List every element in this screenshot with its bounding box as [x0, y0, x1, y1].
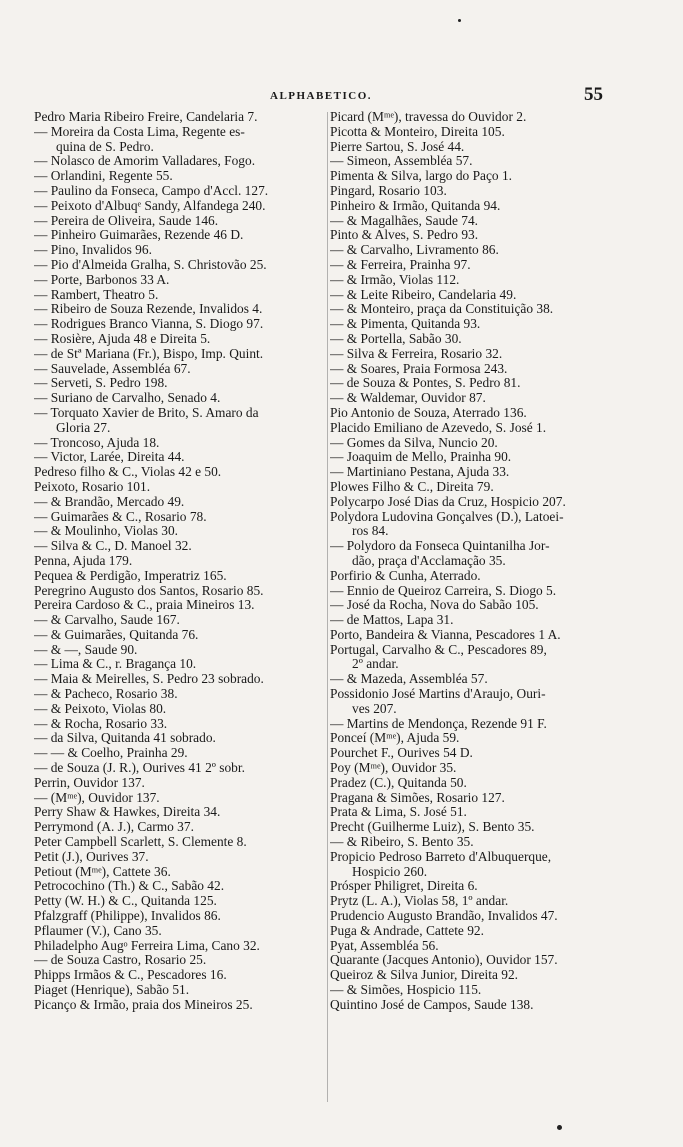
- directory-entry: Pequea & Perdigão, Imperatriz 165.: [34, 568, 227, 583]
- directory-entry: Piaget (Henrique), Sabão 51.: [34, 983, 190, 998]
- directory-entry: Pinto & Alves, S. Pedro 93.: [330, 228, 479, 243]
- directory-entry: — & Mazeda, Assembléa 57.: [330, 672, 488, 687]
- directory-entry: Precht (Guilherme Luiz), S. Bento 35.: [330, 820, 535, 835]
- directory-entry: — & Soares, Praia Formosa 243.: [330, 361, 508, 376]
- directory-entry: — & Waldemar, Ouvidor 87.: [330, 391, 486, 406]
- directory-entry: Placido Emiliano de Azevedo, S. José 1.: [330, 420, 547, 435]
- directory-entry: quina de S. Pedro.: [56, 139, 154, 154]
- directory-entry: Pimenta & Silva, largo do Paço 1.: [330, 169, 512, 184]
- page-number: 55: [584, 84, 603, 105]
- directory-entry: Pradez (C.), Quitanda 50.: [330, 775, 467, 790]
- directory-entry: Hospicio 260.: [352, 864, 428, 879]
- directory-entry: — Simeon, Assembléa 57.: [330, 154, 473, 169]
- directory-entry: — de Stª Mariana (Fr.), Bispo, Imp. Quint.: [34, 346, 264, 361]
- directory-entry: — & Irmão, Violas 112.: [330, 272, 460, 287]
- directory-entry: Pourchet F., Ourives 54 D.: [330, 746, 473, 761]
- directory-entry: — & —, Saude 90.: [34, 642, 138, 657]
- directory-entry: — Polydoro da Fonseca Quintanilha Jor-: [330, 539, 550, 554]
- directory-entry: Pyat, Assembléa 56.: [330, 938, 439, 953]
- directory-entry: Pedro Maria Ribeiro Freire, Candelaria 7.: [34, 110, 258, 124]
- directory-entry: — Joaquim de Mello, Prainha 90.: [330, 450, 512, 465]
- directory-entry: — Maia & Meirelles, S. Pedro 23 sobrado.: [34, 672, 264, 687]
- directory-entry: Penna, Ajuda 179.: [34, 553, 133, 568]
- directory-entry: Peixoto, Rosario 101.: [34, 479, 151, 494]
- directory-entry: Petrocochino (Th.) & C., Sabão 42.: [34, 879, 225, 894]
- directory-entry: — Serveti, S. Pedro 198.: [34, 376, 168, 391]
- directory-entry: — Torquato Xavier de Brito, S. Amaro da: [34, 405, 259, 420]
- directory-entry: — Guimarães & C., Rosario 78.: [34, 509, 207, 524]
- directory-entry: — Pereira de Oliveira, Saude 146.: [34, 213, 219, 228]
- directory-entry: — & Guimarães, Quitanda 76.: [34, 627, 199, 642]
- directory-entry: — & Simões, Hospicio 115.: [330, 983, 482, 998]
- directory-entry: — & Carvalho, Livramento 86.: [330, 243, 499, 258]
- directory-entry: — & Pimenta, Quitanda 93.: [330, 317, 481, 332]
- directory-entry: — Pio d'Almeida Gralha, S. Christovão 25.: [34, 257, 267, 272]
- directory-entry: — Lima & C., r. Bragança 10.: [34, 657, 197, 672]
- directory-entry: Petit (J.), Ourives 37.: [34, 849, 149, 864]
- directory-entry: — Pinheiro Guimarães, Rezende 46 D.: [34, 228, 244, 243]
- directory-entry: — & Ribeiro, S. Bento 35.: [330, 835, 474, 850]
- directory-entry: Queiroz & Silva Junior, Direita 92.: [330, 968, 519, 983]
- directory-entry: — Martiniano Pestana, Ajuda 33.: [330, 465, 510, 480]
- directory-entry: Prytz (L. A.), Violas 58, 1º andar.: [330, 894, 509, 909]
- directory-entry: — Peixoto d'Albuqᵉ Sandy, Alfandega 240.: [34, 198, 266, 213]
- directory-entry: — & Portella, Sabão 30.: [330, 331, 462, 346]
- directory-entry: Pedreso filho & C., Violas 42 e 50.: [34, 465, 222, 480]
- directory-entry: — Silva & Ferreira, Rosario 32.: [330, 346, 503, 361]
- directory-entry: — de Souza Castro, Rosario 25.: [34, 953, 207, 968]
- directory-entry: — Troncoso, Ajuda 18.: [34, 435, 160, 450]
- directory-entry: — Paulino da Fonseca, Campo d'Accl. 127.: [34, 183, 269, 198]
- directory-entry: — & Brandão, Mercado 49.: [34, 494, 185, 509]
- right-column: [330, 110, 642, 1013]
- ink-speck-top: [458, 19, 461, 22]
- directory-entry: Pinheiro & Irmão, Quitanda 94.: [330, 198, 501, 213]
- directory-entry: — Gomes da Silva, Nuncio 20.: [330, 435, 498, 450]
- directory-entry: — Rodrigues Branco Vianna, S. Diogo 97.: [34, 317, 264, 332]
- directory-entry: — Moreira da Costa Lima, Regente es-: [34, 124, 245, 139]
- directory-entry: Puga & Andrade, Cattete 92.: [330, 923, 484, 938]
- directory-entry: — & Monteiro, praça da Constituição 38.: [330, 302, 554, 317]
- directory-entry: Plowes Filho & C., Direita 79.: [330, 479, 494, 494]
- directory-entry: Polydora Ludovina Gonçalves (D.), Latoei-: [330, 509, 564, 524]
- directory-entry: Propicio Pedroso Barreto d'Albuquerque,: [330, 849, 552, 864]
- directory-entry: — & Carvalho, Saude 167.: [34, 613, 180, 628]
- directory-entry: Porto, Bandeira & Vianna, Pescadores 1 A.: [330, 627, 561, 642]
- directory-entry: Petty (W. H.) & C., Quitanda 125.: [34, 894, 217, 909]
- directory-entry: Pflaumer (V.), Cano 35.: [34, 923, 162, 938]
- directory-entry: Pragana & Simões, Rosario 127.: [330, 790, 505, 805]
- directory-entry: Possidonio José Martins d'Araujo, Ouri-: [330, 687, 546, 702]
- directory-entry: — Nolasco de Amorim Valladares, Fogo.: [34, 154, 256, 169]
- ink-speck-bottom: [557, 1125, 562, 1130]
- directory-entry: — Ennio de Queiroz Carreira, S. Diogo 5.: [330, 583, 557, 598]
- directory-entry: Peregrino Augusto dos Santos, Rosario 85.: [34, 583, 264, 598]
- directory-entry: — & Moulinho, Violas 30.: [34, 524, 179, 539]
- directory-entry: Prata & Lima, S. José 51.: [330, 805, 467, 820]
- directory-entry: Pereira Cardoso & C., praia Mineiros 13.: [34, 598, 255, 613]
- directory-entry: Picanço & Irmão, praia dos Mineiros 25.: [34, 997, 253, 1012]
- directory-entry: — Victor, Larée, Direita 44.: [34, 450, 185, 465]
- directory-entry: ros 84.: [352, 524, 389, 539]
- directory-entry: — de Mattos, Lapa 31.: [330, 613, 454, 628]
- directory-entry: Picard (Mᵐᵉ), travessa do Ouvidor 2.: [330, 110, 527, 124]
- directory-entry: — Orlandini, Regente 55.: [34, 169, 173, 184]
- directory-entry: Phipps Irmãos & C., Pescadores 16.: [34, 968, 227, 983]
- running-title: ALPHABETICO.: [270, 90, 373, 102]
- directory-entry: — Martins de Mendonça, Rezende 91 F.: [330, 716, 547, 731]
- directory-entry: — & Peixoto, Violas 80.: [34, 701, 167, 716]
- page-header: [0, 84, 683, 108]
- directory-entry: Perrymond (A. J.), Carmo 37.: [34, 820, 194, 835]
- directory-entry: Quintino José de Campos, Saude 138.: [330, 997, 534, 1012]
- directory-entry: — Silva & C., D. Manoel 32.: [34, 539, 192, 554]
- directory-entry: — Rambert, Theatro 5.: [34, 287, 159, 302]
- directory-entry: — José da Rocha, Nova do Sabão 105.: [330, 598, 539, 613]
- directory-entry: — & Ferreira, Prainha 97.: [330, 257, 471, 272]
- directory-entry: — & Rocha, Rosario 33.: [34, 716, 168, 731]
- directory-entry: — Ribeiro de Souza Rezende, Invalidos 4.: [34, 302, 263, 317]
- directory-entry: Porfirio & Cunha, Aterrado.: [330, 568, 481, 583]
- directory-entry: Pfalzgraff (Philippe), Invalidos 86.: [34, 909, 221, 924]
- directory-entry: — Sauvelade, Assembléa 67.: [34, 361, 191, 376]
- directory-entry: Prósper Philigret, Direita 6.: [330, 879, 478, 894]
- directory-entry: 2º andar.: [352, 657, 399, 672]
- directory-entry: Ponceí (Mᵐᵉ), Ajuda 59.: [330, 731, 460, 746]
- directory-entry: Perrin, Ouvidor 137.: [34, 775, 145, 790]
- left-column: [34, 110, 326, 1013]
- directory-entry: — Pino, Invalidos 96.: [34, 243, 152, 258]
- directory-entry: Peter Campbell Scarlett, S. Clemente 8.: [34, 835, 247, 850]
- directory-entry: — & Magalhães, Saude 74.: [330, 213, 479, 228]
- directory-entry: Portugal, Carvalho & C., Pescadores 89,: [330, 642, 547, 657]
- directory-entry: — Rosière, Ajuda 48 e Direita 5.: [34, 331, 211, 346]
- directory-entry: — de Souza & Pontes, S. Pedro 81.: [330, 376, 521, 391]
- directory-entry: — da Silva, Quitanda 41 sobrado.: [34, 731, 216, 746]
- directory-entry: Philadelpho Augᵒ Ferreira Lima, Cano 32.: [34, 938, 260, 953]
- directory-entry: — & Pacheco, Rosario 38.: [34, 687, 178, 702]
- directory-entry: — (Mᵐᵉ), Ouvidor 137.: [34, 790, 160, 805]
- directory-entry: Gloria 27.: [56, 420, 111, 435]
- directory-entry: Petiout (Mᵐᵉ), Cattete 36.: [34, 864, 171, 879]
- directory-entry: Polycarpo José Dias da Cruz, Hospicio 207.: [330, 494, 566, 509]
- directory-entry: dão, praça d'Acclamação 35.: [352, 553, 506, 568]
- directory-entry: — — & Coelho, Prainha 29.: [34, 746, 188, 761]
- directory-entry: Perry Shaw & Hawkes, Direita 34.: [34, 805, 221, 820]
- directory-entry: — Suriano de Carvalho, Senado 4.: [34, 391, 221, 406]
- directory-entry: Prudencio Augusto Brandão, Invalidos 47.: [330, 909, 558, 924]
- directory-entry: — de Souza (J. R.), Ourives 41 2º sobr.: [34, 761, 245, 776]
- directory-entry: Pierre Sartou, S. José 44.: [330, 139, 465, 154]
- directory-entry: — & Leite Ribeiro, Candelaria 49.: [330, 287, 517, 302]
- column-divider: [327, 112, 328, 1102]
- directory-entry: Pingard, Rosario 103.: [330, 183, 447, 198]
- directory-entry: Pio Antonio de Souza, Aterrado 136.: [330, 405, 527, 420]
- directory-entry: Quarante (Jacques Antonio), Ouvidor 157.: [330, 953, 558, 968]
- directory-entry: Poy (Mᵐᵉ), Ouvidor 35.: [330, 761, 457, 776]
- directory-entry: — Porte, Barbonos 33 A.: [34, 272, 170, 287]
- directory-entry: Picotta & Monteiro, Direita 105.: [330, 124, 505, 139]
- directory-entry: ves 207.: [352, 701, 397, 716]
